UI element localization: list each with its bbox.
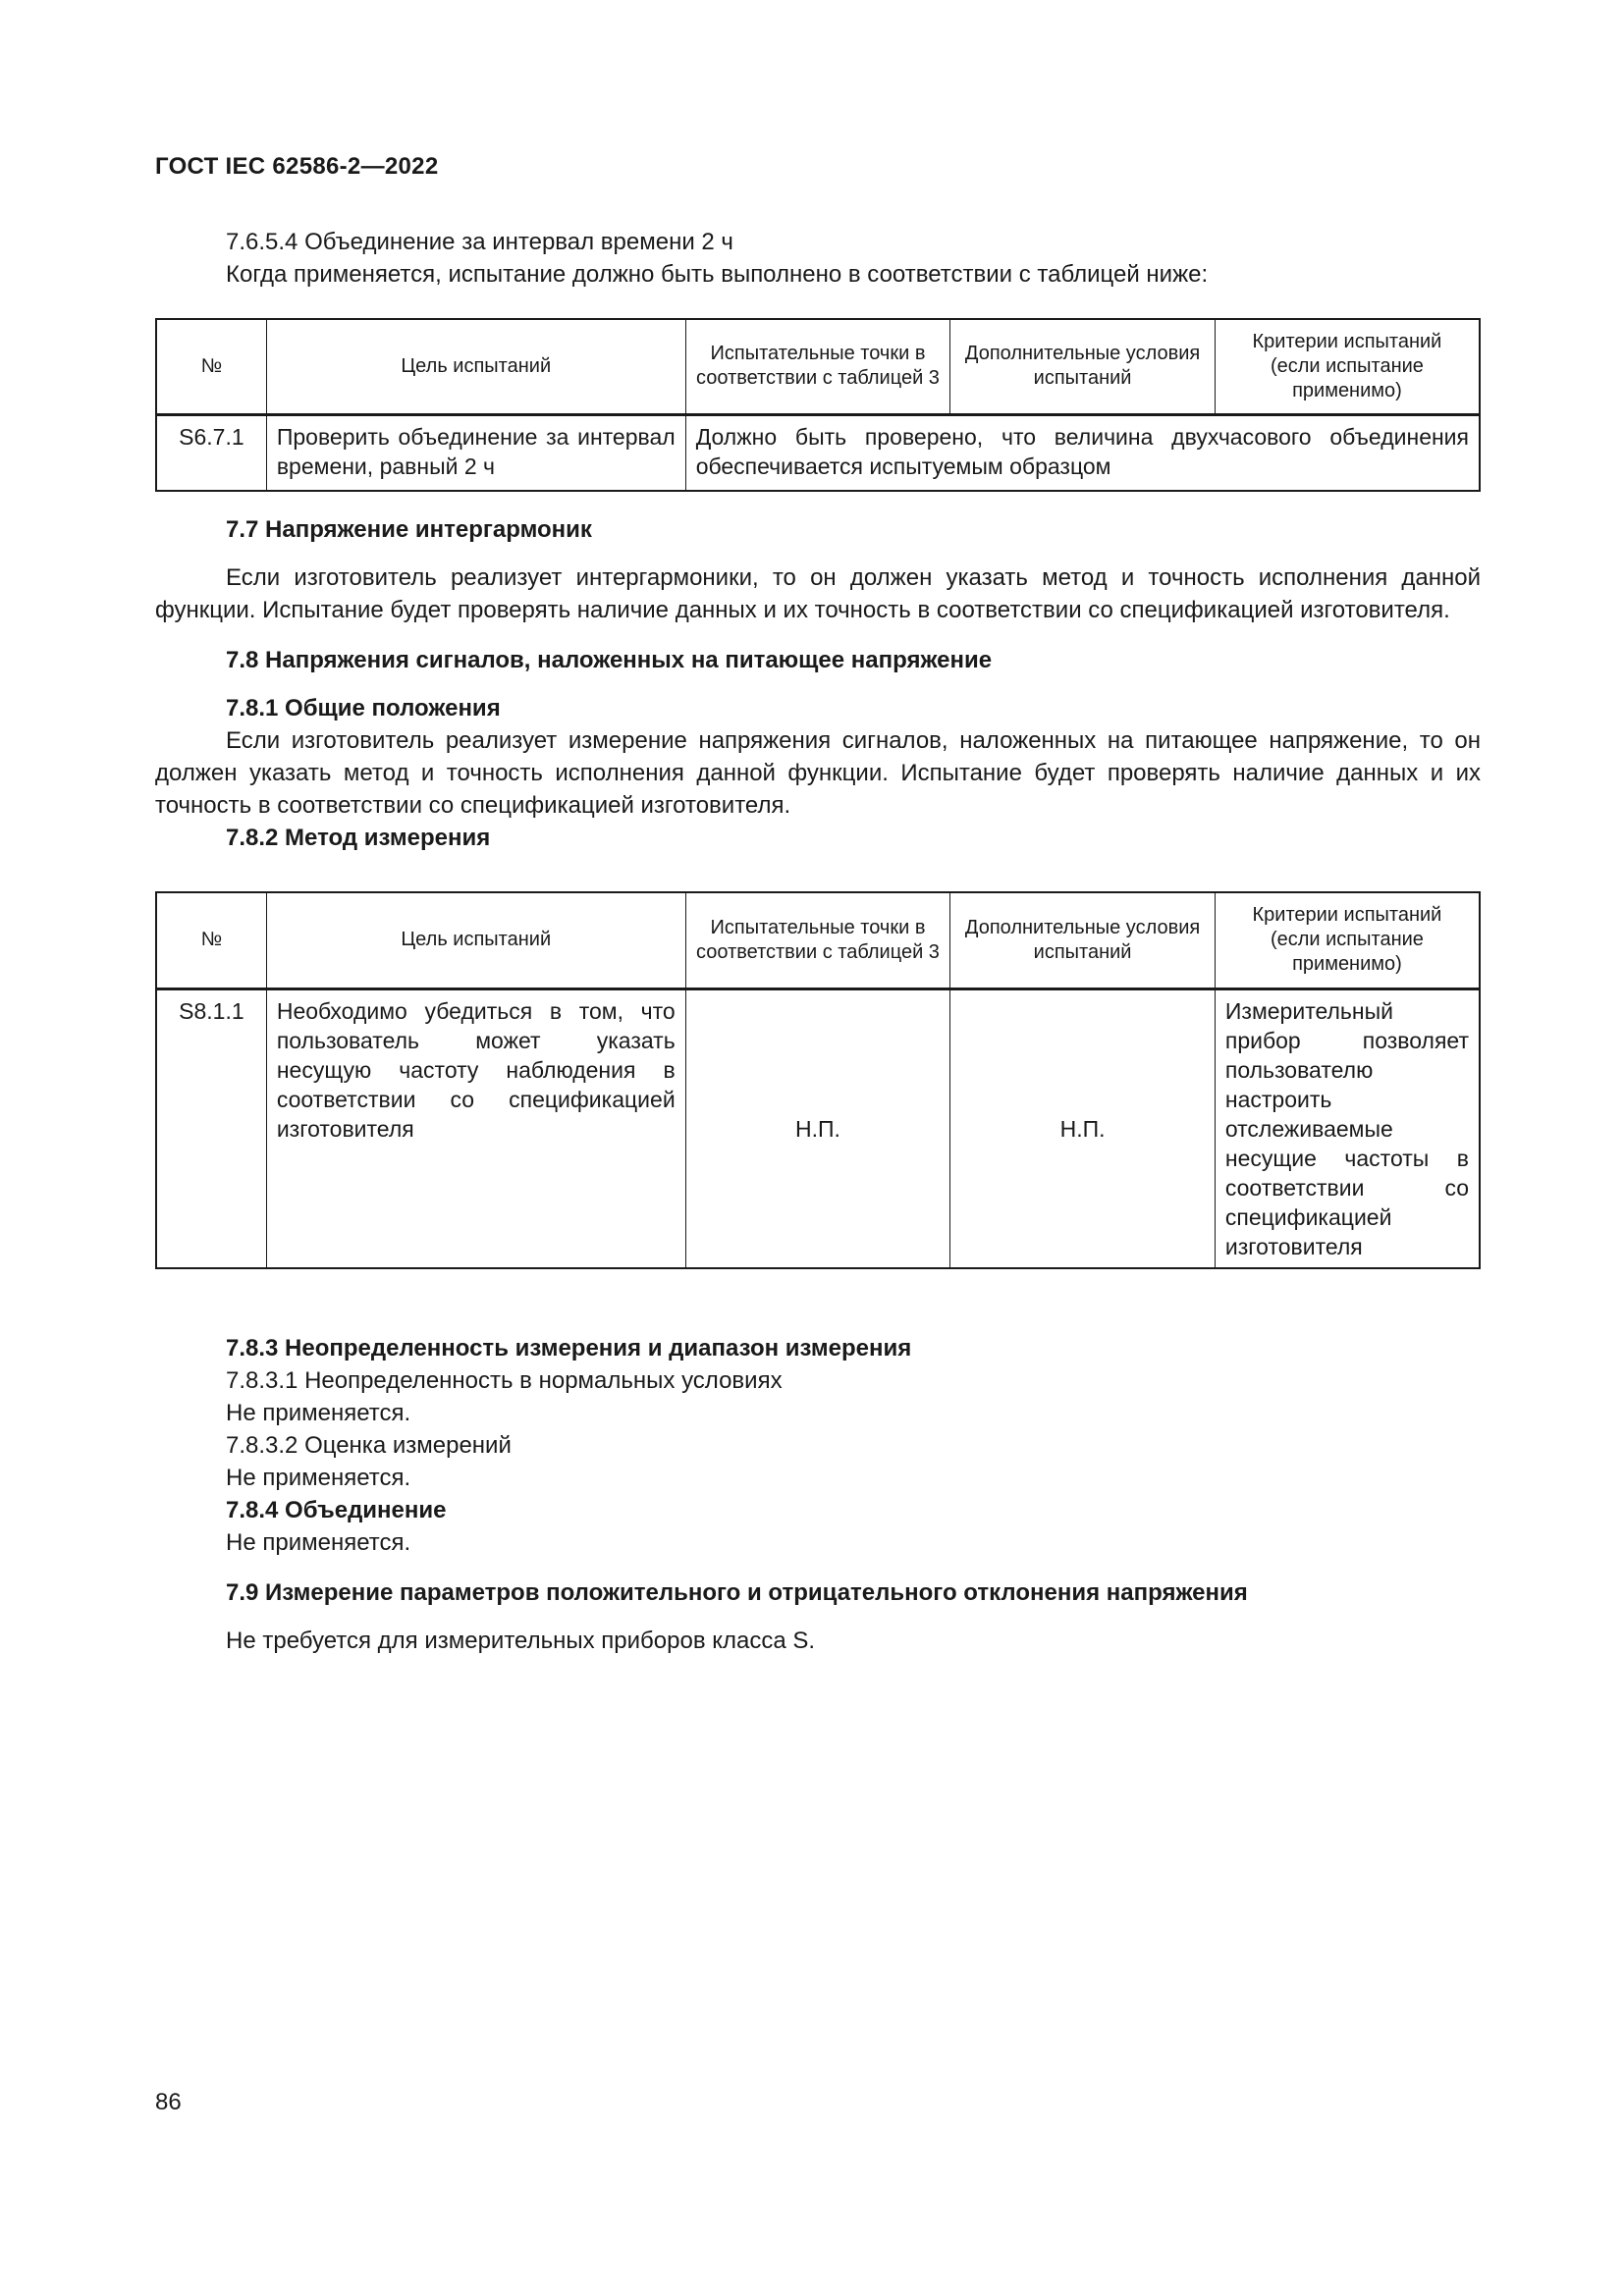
test-table-s6 bbox=[155, 318, 1481, 492]
cell-test-id: S8.1.1 bbox=[156, 988, 266, 1268]
col-header-conditions: Дополнительные условия испытаний bbox=[950, 319, 1216, 414]
col-header-criteria: Критерии испытаний (если испытание применимо) bbox=[1215, 319, 1480, 414]
col-header-conditions: Дополнительные условия испытаний bbox=[950, 892, 1216, 988]
section-7-8-2-title: 7.8.2 Метод измерения bbox=[226, 825, 491, 851]
section-7-8-3-title: 7.8.3 Неопределенность измерения и диапазон измерения bbox=[226, 1334, 912, 1362]
col-header-purpose: Цель испытаний bbox=[266, 319, 685, 414]
section-7-8-3-2-text: Не применяется. bbox=[226, 1464, 411, 1491]
cell-test-points: Н.П. bbox=[685, 988, 950, 1268]
section-7-8-4-text: Не применяется. bbox=[226, 1528, 411, 1556]
cell-purpose: Необходимо убедиться в том, что пользователь может указать несущую частоту наблюдения в соответствии со спецификацией изготовителя bbox=[266, 988, 685, 1268]
page-number: 86 bbox=[155, 2089, 182, 2115]
section-7-8-title: 7.8 Напряжения сигналов, наложенных на питающее напряжение bbox=[226, 647, 993, 673]
section-7-7-text: Если изготовитель реализует интергармоники, то он должен указать метод и точность исполнения данной функции. Испытание будет проверять наличие данных и их точность в соответствии со спецификацией изготовителя. bbox=[155, 564, 1481, 623]
col-header-number: № bbox=[156, 892, 266, 988]
section-7-8-1-text: Если изготовитель реализует измерение напряжения сигналов, наложенных на питающее напряжение, то он должен указать метод и точность исполнения данной функции. Испытание будет проверять наличие данных и их точность в соответствии со спецификацией изготовителя. bbox=[155, 727, 1481, 819]
cell-purpose: Проверить объединение за интервал времени, равный 2 ч bbox=[266, 414, 685, 491]
document-header: ГОСТ IEC 62586-2—2022 bbox=[155, 153, 439, 180]
table-row bbox=[156, 414, 1480, 491]
section-7-8-3-1-text: Не применяется. bbox=[226, 1399, 411, 1426]
test-table-s8 bbox=[155, 891, 1481, 1269]
section-7-9-title: 7.9 Измерение параметров положительного и отрицательного отклонения напряжения bbox=[226, 1578, 1248, 1606]
section-7-8-3-2-title: 7.8.3.2 Оценка измерений bbox=[226, 1431, 512, 1459]
col-header-purpose: Цель испытаний bbox=[266, 892, 685, 988]
section-7-6-5-4-title: 7.6.5.4 Объединение за интервал времени 2 ч bbox=[226, 229, 733, 255]
cell-merged-requirement: Должно быть проверено, что величина двухчасового объединения обеспечивается испытуемым образцом bbox=[685, 414, 1480, 491]
col-header-criteria: Критерии испытаний (если испытание применимо) bbox=[1215, 892, 1480, 988]
section-7-6-5-4-intro: Когда применяется, испытание должно быть выполнено в соответствии с таблицей ниже: bbox=[226, 261, 1209, 288]
table-row bbox=[156, 988, 1480, 1268]
cell-criteria: Измерительный прибор позволяет пользователю настроить отслеживаемые несущие частоты в соответствии со спецификацией изготовителя bbox=[1215, 988, 1480, 1268]
section-7-8-3-1-title: 7.8.3.1 Неопределенность в нормальных условиях bbox=[226, 1366, 783, 1394]
section-7-8-4-title: 7.8.4 Объединение bbox=[226, 1496, 447, 1523]
table-header-row bbox=[156, 892, 1480, 988]
cell-conditions: Н.П. bbox=[950, 988, 1216, 1268]
col-header-test-points: Испытательные точки в соответствии с таблицей 3 bbox=[685, 892, 950, 988]
section-7-7-title: 7.7 Напряжение интергармоник bbox=[226, 516, 592, 543]
cell-test-id: S6.7.1 bbox=[156, 414, 266, 491]
col-header-number: № bbox=[156, 319, 266, 414]
table-header-row bbox=[156, 319, 1480, 414]
col-header-test-points: Испытательные точки в соответствии с таблицей 3 bbox=[685, 319, 950, 414]
page-content bbox=[155, 226, 1481, 1657]
section-7-9-text: Не требуется для измерительных приборов класса S. bbox=[226, 1627, 816, 1654]
section-7-8-1-title: 7.8.1 Общие положения bbox=[226, 695, 501, 721]
